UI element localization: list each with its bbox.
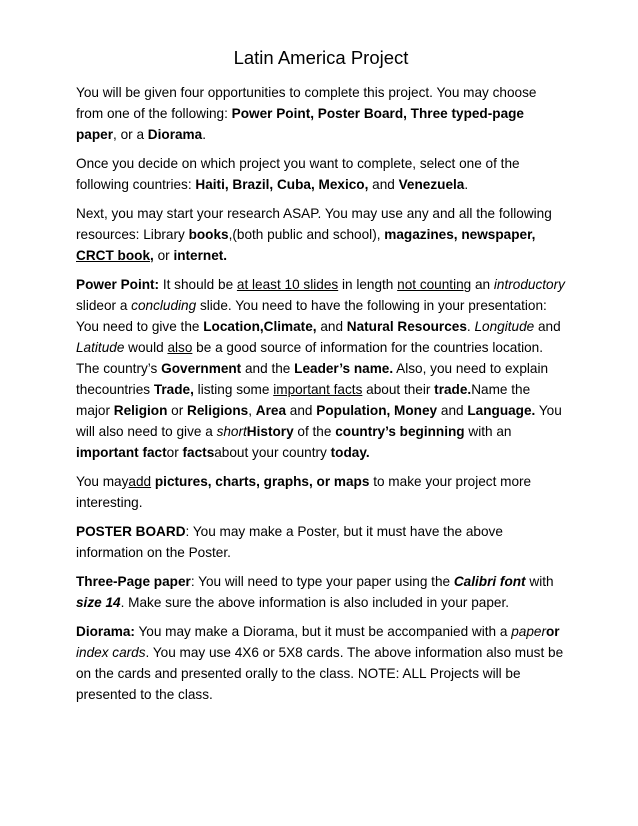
text: : You will need to type your paper using the (190, 574, 454, 589)
resource-list: magazines, newspaper, (384, 227, 536, 242)
text: . (464, 177, 469, 192)
three-page-paper-heading: Three-Page paper (76, 574, 191, 589)
text: and (368, 177, 399, 192)
text: You may (76, 474, 129, 489)
diorama-option: Diorama (147, 127, 203, 142)
emphasis: today. (330, 445, 370, 460)
emphasis: not counting (397, 277, 472, 292)
text: You will be given four opportunities to complete this project. You may choose from one of the following: (76, 85, 537, 121)
text: Next, you may start your research ASAP. You may use any and all the following resources: Library (76, 206, 552, 242)
emphasis: important facts (273, 382, 363, 397)
poster-board-heading: POSTER BOARD (76, 524, 186, 539)
emphasis: Natural Resources (346, 319, 467, 334)
resource-books: books (188, 227, 229, 242)
emphasis: important fact (76, 445, 167, 460)
text: and the (241, 361, 295, 376)
text: with (525, 574, 554, 589)
emphasis: trade. (434, 382, 472, 397)
emphasis: Latitude (76, 340, 125, 355)
emphasis: introductory (493, 277, 565, 292)
text: , (150, 248, 154, 263)
emphasis: Religions (187, 403, 249, 418)
text: It should be (159, 277, 237, 292)
intro-paragraph (76, 82, 566, 145)
text: : You may make a Poster, but it must have the above information on the Poster. (76, 524, 503, 560)
research-paragraph (76, 203, 566, 266)
emphasis: Location,Climate, (203, 319, 317, 334)
emphasis: Trade, (153, 382, 194, 397)
emphasis: facts (182, 445, 215, 460)
text: Also, you need to explain thecountries (76, 361, 549, 397)
emphasis: size 14 (76, 595, 121, 610)
text: ,(both public and school), (228, 227, 385, 242)
text: . Make sure the above information is also included in your paper. (120, 595, 509, 610)
resource-internet: internet. (173, 248, 228, 263)
text: listing some (193, 382, 274, 397)
emphasis: add (128, 474, 152, 489)
text: or (166, 445, 183, 460)
power-point-paragraph (76, 274, 566, 463)
document-title: Latin America Project (233, 47, 409, 68)
poster-board-paragraph (76, 521, 566, 563)
emphasis: country’s beginning (335, 424, 465, 439)
country-list: Haiti, Brazil, Cuba, Mexico, (195, 177, 369, 192)
diorama-heading: Diorama: (76, 624, 135, 639)
emphasis: History (246, 424, 294, 439)
text: slideor a (76, 298, 132, 313)
text: Name the major (76, 382, 531, 418)
text: and (437, 403, 468, 418)
text: of the (293, 424, 336, 439)
text: with an (464, 424, 512, 439)
text: slide. You need to have the following in your presentation: You need to give the (76, 298, 547, 334)
emphasis: also (167, 340, 193, 355)
country-venezuela: Venezuela (398, 177, 465, 192)
extras-paragraph (76, 471, 566, 513)
emphasis: Religion (113, 403, 168, 418)
text: about their (362, 382, 435, 397)
emphasis: Government (161, 361, 242, 376)
three-page-paper-paragraph (76, 571, 566, 613)
text: an (471, 277, 494, 292)
text: about your country (214, 445, 331, 460)
text: and (286, 403, 317, 418)
emphasis: Leader’s name. (294, 361, 394, 376)
emphasis: concluding (131, 298, 197, 313)
text: in length (338, 277, 398, 292)
power-point-heading: Power Point: (76, 277, 160, 292)
text: . (202, 127, 206, 142)
emphasis: Population, Money (316, 403, 438, 418)
emphasis: or (546, 624, 560, 639)
text: to make your project more interesting. (76, 474, 532, 510)
emphasis: pictures, charts, graphs, or maps (154, 474, 370, 489)
text: You will also need to give a (76, 403, 562, 439)
emphasis: Calibri font (453, 574, 526, 589)
emphasis: paper (511, 624, 546, 639)
emphasis: Language. (467, 403, 536, 418)
text: , (248, 403, 256, 418)
text: and (316, 319, 347, 334)
emphasis: Longitude (474, 319, 535, 334)
project-options: Power Point, Poster Board, Three typed-page paper (76, 106, 524, 142)
emphasis: short (216, 424, 247, 439)
emphasis: Area (255, 403, 287, 418)
text: . (466, 319, 475, 334)
text: Once you decide on which project you want to complete, select one of the following countries: (76, 156, 520, 192)
emphasis: at least 10 slides (236, 277, 339, 292)
text: be a good source of information for the countries location. The country’s (76, 340, 544, 376)
text: . You may use 4X6 or 5X8 cards. The above information also must be on the cards and presented orally to the class. NOTE: ALL Projects will be presented to the class. (76, 645, 564, 702)
text: You may make a Diorama, but it must be accompanied with a (134, 624, 512, 639)
emphasis: index cards (76, 645, 146, 660)
countries-paragraph (76, 153, 566, 195)
text: and (534, 319, 561, 334)
diorama-paragraph (76, 621, 566, 705)
resource-crct-book: CRCT book (76, 248, 151, 263)
text: or (167, 403, 188, 418)
text: or (153, 248, 174, 263)
text: , or a (113, 127, 148, 142)
text: would (124, 340, 168, 355)
